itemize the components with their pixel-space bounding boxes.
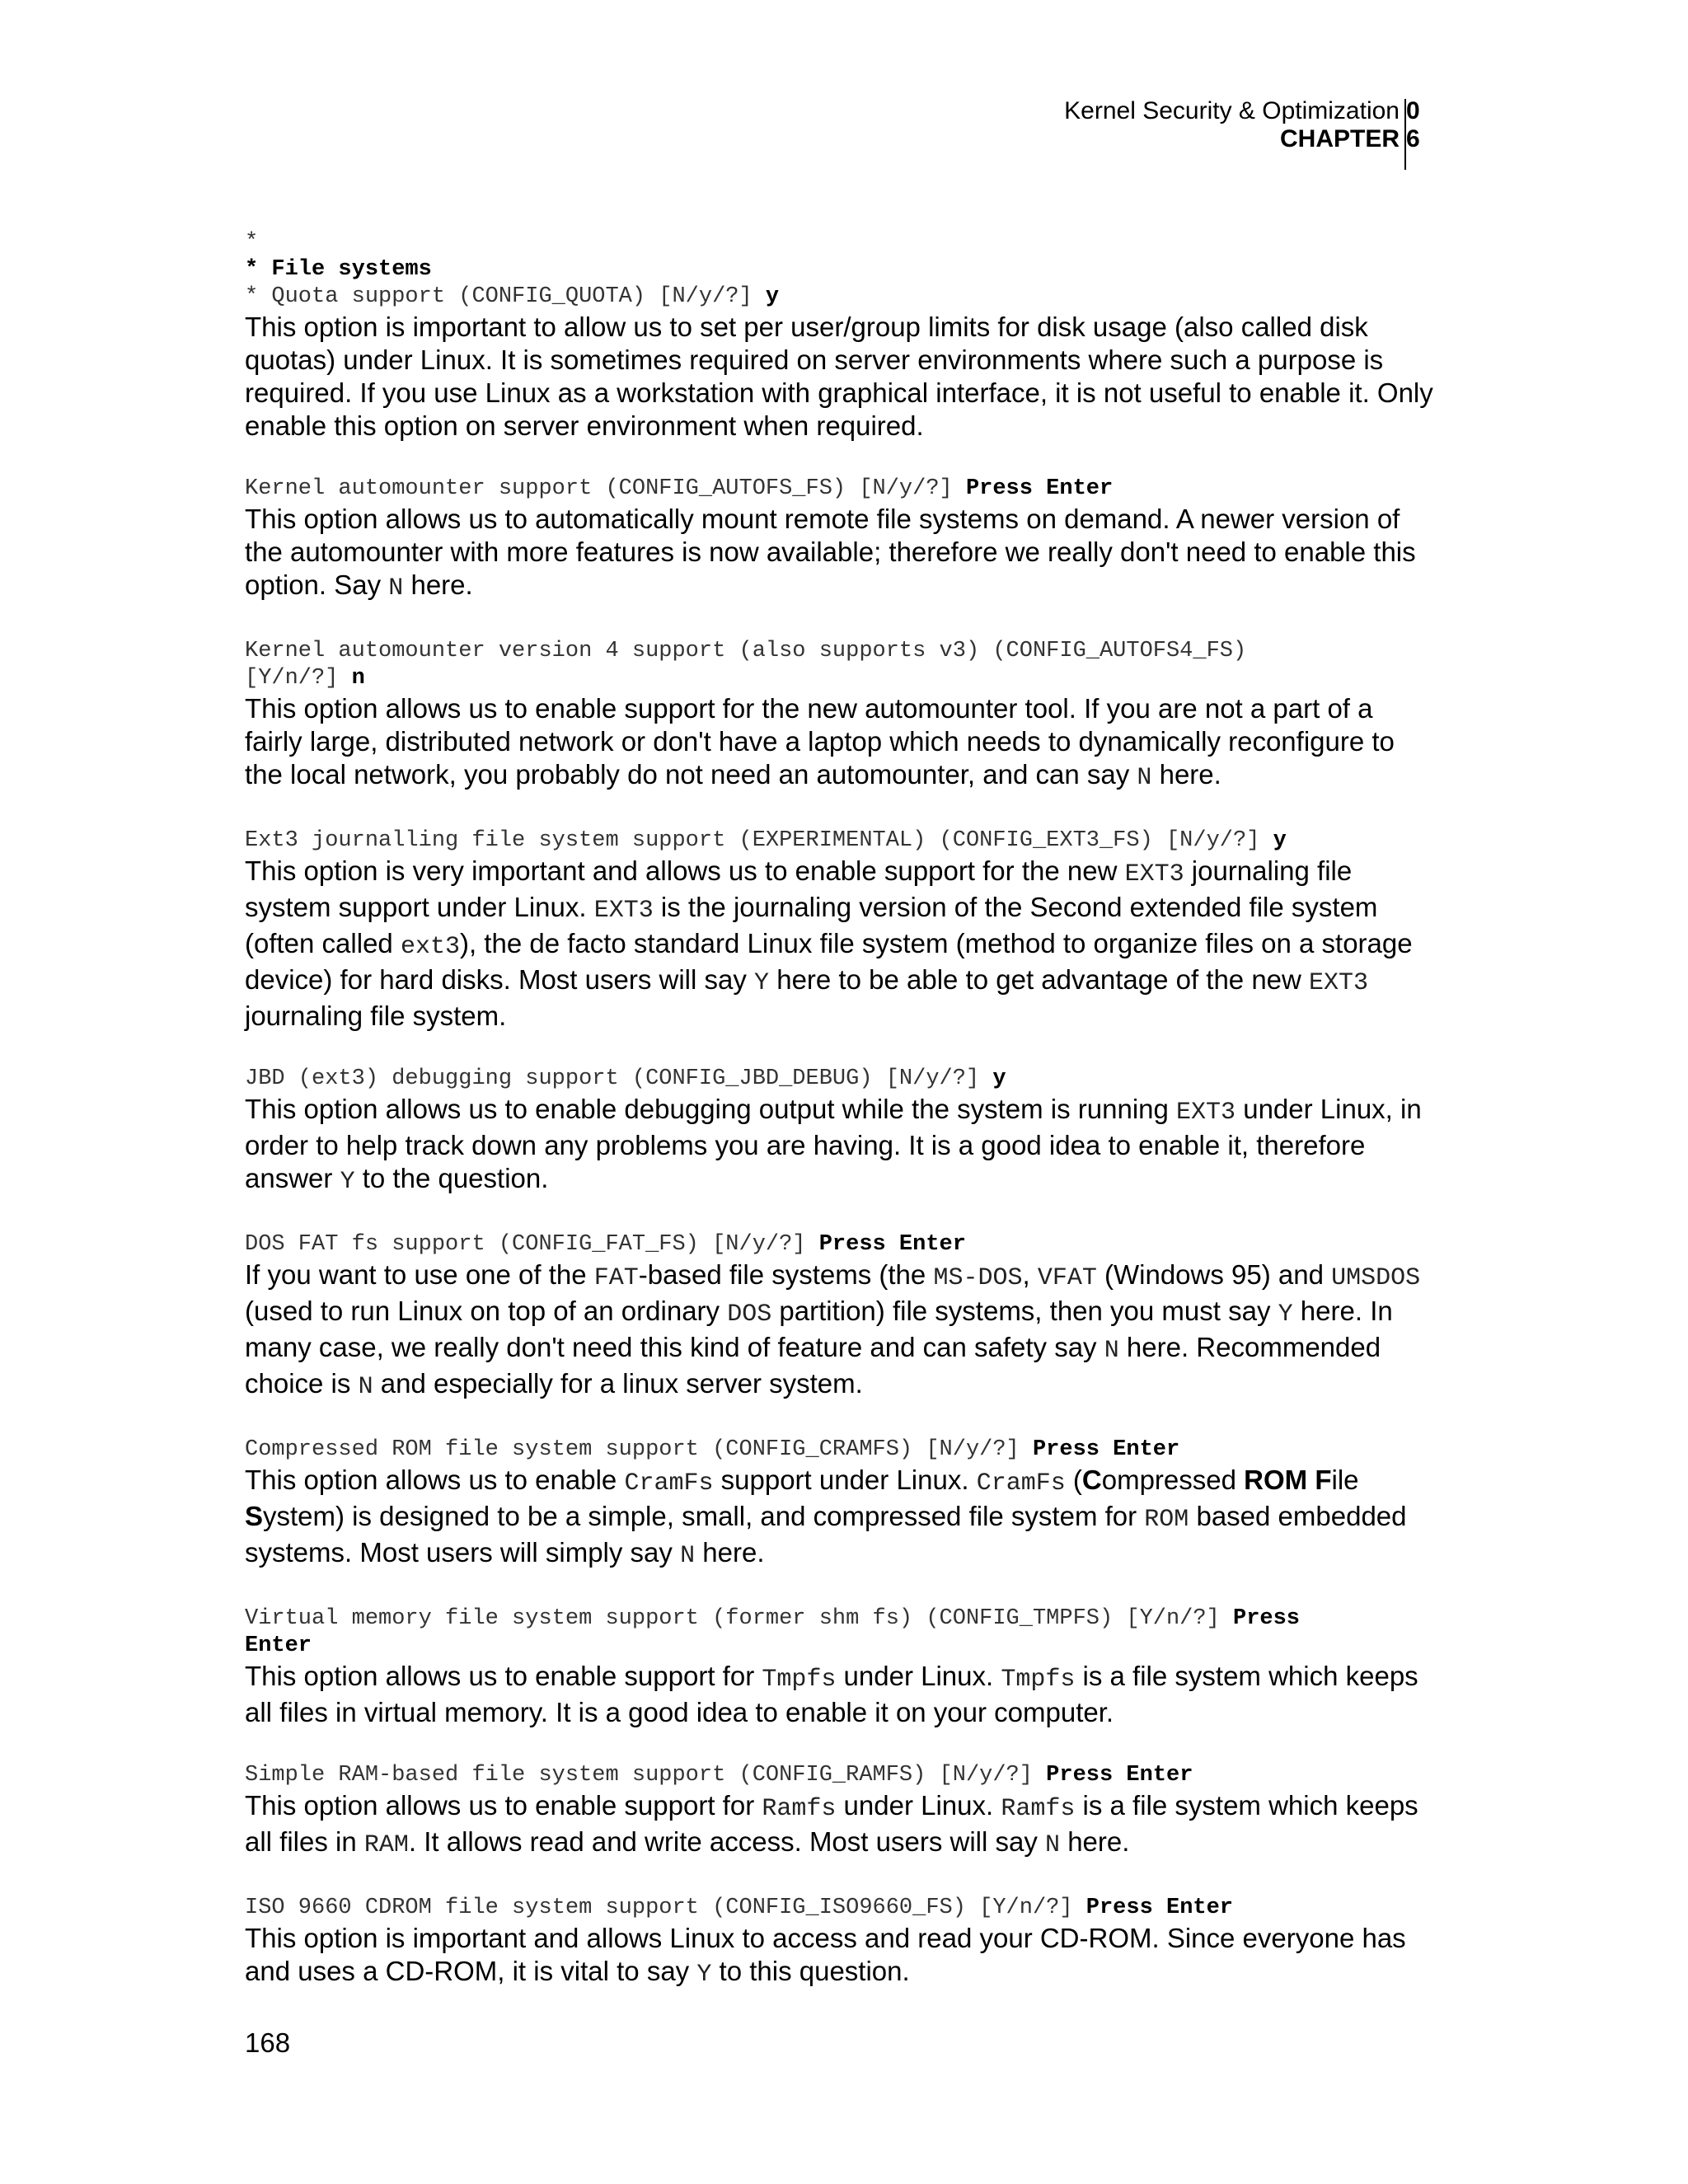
- header-chapter-number: [1406, 97, 1420, 153]
- option-description: [245, 1922, 1436, 1991]
- text-run: This option allows us to enable debugging output while the system is running: [245, 1094, 1177, 1124]
- text-run: (: [1065, 1465, 1082, 1495]
- option-block: [245, 638, 1436, 827]
- text-run: This option allows us to enable: [245, 1465, 625, 1495]
- section-heading: File systems: [271, 257, 432, 282]
- option-description: [245, 1464, 1436, 1572]
- text-run: -based file systems (the: [638, 1259, 934, 1290]
- option-description: [245, 503, 1436, 605]
- text-run: here.: [403, 569, 473, 600]
- inline-code: EXT3: [1176, 1099, 1236, 1127]
- text-run: This option is important to allow us to set per user/group limits for disk usage (also called disk quotas) under Linux. It is sometimes required on server environments where such a purpose is required. If you use Linux as a workstation with graphical interface, it is not useful to enable it. Only enable this option on server environment when required.: [245, 312, 1433, 441]
- inline-code: Tmpfs: [1001, 1666, 1076, 1694]
- spacer: [245, 794, 1436, 827]
- inline-code: Y: [696, 1961, 712, 1989]
- text-run: This option allows us to enable support for the new automounter tool. If you are not a part of a fairly large, distributed network or don't have a laptop which needs to dynamically reconfigure to the local network, you probably do not need an automounter, and can say: [245, 693, 1395, 790]
- text-run: support under Linux.: [713, 1465, 977, 1495]
- page-body: [245, 229, 1436, 1991]
- option-prompt: Virtual memory file system support (former shm fs) (CONFIG_TMPFS) [Y/n/?]: [245, 1606, 1233, 1631]
- text-run: This option is important and allows Linux to access and read your CD-ROM. Since everyone has and uses a CD-ROM, it is vital to say: [245, 1923, 1406, 1986]
- text-run: (used to run Linux on top of an ordinary: [245, 1296, 728, 1326]
- option-description: [245, 855, 1436, 1033]
- option-prompt: Kernel automounter support (CONFIG_AUTOFS_FS) [N/y/?]: [245, 476, 966, 501]
- inline-code: EXT3: [1309, 969, 1369, 997]
- option-answer: n: [351, 666, 365, 691]
- spacer: [245, 1729, 1436, 1762]
- option-prompt-line: [245, 1231, 1436, 1258]
- chapter-digit-1: 0: [1406, 97, 1420, 124]
- inline-code: Y: [340, 1168, 355, 1196]
- bold-text: ROM F: [1244, 1465, 1332, 1495]
- options-list: [245, 284, 1436, 1991]
- inline-code: ROM: [1144, 1506, 1189, 1534]
- spacer: [245, 1033, 1436, 1066]
- spacer: [245, 1198, 1436, 1231]
- page-number: 168: [245, 2027, 291, 2058]
- inline-code: EXT3: [1124, 860, 1184, 888]
- text-run: here to be able to get advantage of the new: [769, 964, 1310, 995]
- inline-code: N: [388, 574, 404, 602]
- inline-code: Ramfs: [762, 1795, 837, 1823]
- option-answer: y: [765, 284, 780, 309]
- option-block: [245, 1066, 1436, 1231]
- text-run: This option allows us to automatically mount remote file systems on demand. A newer version of the automounter with more features is now available; therefore we really don't need to enable this option. Say: [245, 504, 1416, 600]
- page-header: [989, 97, 1418, 171]
- option-prompt: Ext3 journalling file system support (EXPERIMENTAL) (CONFIG_EXT3_FS) [N/y/?]: [245, 828, 1273, 853]
- inline-code: FAT: [593, 1264, 639, 1292]
- text-run: journaling file system.: [245, 1001, 507, 1031]
- option-description: [245, 1258, 1436, 1404]
- option-block: [245, 1895, 1436, 1991]
- option-prompt-line: [245, 1066, 1436, 1093]
- spacer: [245, 605, 1436, 638]
- text-run: to the question.: [354, 1163, 549, 1193]
- option-block: [245, 284, 1436, 476]
- intro-star-line: *: [245, 230, 259, 255]
- inline-code: Ramfs: [1001, 1795, 1076, 1823]
- text-run: here. Recommended choice is: [245, 1332, 1381, 1399]
- text-run: is the journaling version of the Second extended file system (often called: [245, 892, 1378, 958]
- text-run: ile: [1331, 1465, 1359, 1495]
- text-run: is a file system which keeps all files in virtual memory. It is a good idea to enable it on your computer.: [245, 1661, 1418, 1727]
- text-run: This option is very important and allows us to enable support for the new: [245, 855, 1125, 886]
- option-prompt: * Quota support (CONFIG_QUOTA) [N/y/?]: [245, 284, 766, 309]
- text-run: ), the de facto standard Linux file system (method to organize files on a storage device) for hard disks. Most users will say: [245, 928, 1413, 995]
- inline-code: MS-DOS: [933, 1264, 1023, 1292]
- text-run: ,: [1022, 1259, 1038, 1290]
- text-run: under Linux.: [836, 1790, 1001, 1821]
- option-block: [245, 1231, 1436, 1436]
- option-answer: Press Enter: [245, 1606, 1301, 1658]
- option-description: [245, 692, 1436, 794]
- inline-code: UMSDOS: [1331, 1264, 1421, 1292]
- option-description: [245, 311, 1436, 443]
- spacer: [245, 443, 1436, 476]
- inline-code: Y: [754, 969, 770, 997]
- option-answer: y: [992, 1066, 1006, 1091]
- option-block: [245, 1762, 1436, 1895]
- option-answer: Press Enter: [818, 1232, 966, 1257]
- option-answer: y: [1273, 828, 1287, 853]
- bold-text: S: [245, 1501, 264, 1531]
- inline-code: N: [1045, 1831, 1061, 1859]
- inline-code: Y: [1278, 1301, 1293, 1329]
- option-prompt-line: [245, 1605, 1436, 1660]
- inline-code: EXT3: [593, 897, 654, 925]
- text-run: here. In many case, we really don't need this kind of feature and can safety say: [245, 1296, 1393, 1362]
- header-titles: [1064, 97, 1400, 153]
- text-run: ystem) is designed to be a simple, small, and compressed file system for: [263, 1501, 1145, 1531]
- chapter-digit-2: 6: [1406, 125, 1420, 152]
- bold-text: C: [1081, 1465, 1102, 1495]
- option-answer: Press Enter: [965, 476, 1114, 501]
- inline-code: ext3: [400, 933, 460, 961]
- option-prompt: ISO 9660 CDROM file system support (CONFIG_ISO9660_FS) [Y/n/?]: [245, 1896, 1086, 1920]
- option-block: [245, 1605, 1436, 1762]
- option-prompt: Kernel automounter version 4 support (also supports v3) (CONFIG_AUTOFS4_FS) [Y/n/?]: [245, 639, 1247, 691]
- text-run: partition) file systems, then you must say: [771, 1296, 1278, 1326]
- option-block: [245, 476, 1436, 638]
- inline-code: CramFs: [624, 1469, 714, 1497]
- option-prompt: JBD (ext3) debugging support (CONFIG_JBD_DEBUG) [N/y/?]: [245, 1066, 993, 1091]
- inline-code: DOS: [727, 1301, 772, 1329]
- option-prompt-line: [245, 476, 1436, 503]
- text-run: based embedded systems. Most users will simply say: [245, 1501, 1407, 1568]
- text-run: to this question.: [711, 1956, 910, 1986]
- inline-code: Tmpfs: [762, 1666, 837, 1694]
- text-run: here.: [1151, 759, 1221, 790]
- text-run: here.: [1060, 1826, 1130, 1857]
- text-run: journaling file system support under Linux.: [245, 855, 1353, 922]
- option-prompt: Simple RAM-based file system support (CONFIG_RAMFS) [N/y/?]: [245, 1763, 1047, 1788]
- text-run: This option allows us to enable support for: [245, 1790, 762, 1821]
- option-prompt-line: [245, 827, 1436, 855]
- option-prompt: DOS FAT fs support (CONFIG_FAT_FS) [N/y/?]: [245, 1232, 819, 1257]
- spacer: [245, 1862, 1436, 1895]
- section-heading-line: [245, 256, 1436, 284]
- spacer: [245, 1404, 1436, 1436]
- text-run: under Linux, in order to help track down any problems you are having. It is a good idea to enable it, therefore answer: [245, 1094, 1422, 1193]
- option-prompt-line: [245, 284, 1436, 311]
- option-prompt-line: [245, 1895, 1436, 1922]
- option-prompt-line: [245, 638, 1436, 692]
- inline-code: N: [358, 1373, 373, 1401]
- option-prompt: Compressed ROM file system support (CONFIG_CRAMFS) [N/y/?]: [245, 1437, 1033, 1462]
- text-run: If you want to use one of the: [245, 1259, 594, 1290]
- option-answer: Press Enter: [1046, 1763, 1193, 1788]
- text-run: ompressed: [1101, 1465, 1245, 1495]
- option-block: [245, 1436, 1436, 1605]
- inline-code: N: [1104, 1337, 1119, 1365]
- text-run: (Windows 95) and: [1096, 1259, 1332, 1290]
- option-answer: Press Enter: [1032, 1437, 1180, 1462]
- header-book-section: Kernel Security & Optimization: [1064, 97, 1400, 124]
- spacer: [245, 1572, 1436, 1605]
- text-run: This option allows us to enable support for: [245, 1661, 762, 1691]
- text-run: . It allows read and write access. Most users will say: [408, 1826, 1046, 1857]
- text-run: under Linux.: [836, 1661, 1001, 1691]
- inline-code: CramFs: [976, 1469, 1066, 1497]
- inline-code: N: [1137, 764, 1152, 792]
- option-block: [245, 827, 1436, 1066]
- section-heading-prefix: *: [245, 257, 272, 282]
- option-description: [245, 1789, 1436, 1862]
- option-description: [245, 1660, 1436, 1729]
- text-run: here.: [695, 1537, 765, 1568]
- option-answer: Press Enter: [1085, 1896, 1234, 1920]
- option-prompt-line: [245, 1762, 1436, 1789]
- header-chapter-label: CHAPTER: [1279, 125, 1400, 152]
- inline-code: N: [680, 1542, 696, 1570]
- option-description: [245, 1093, 1436, 1198]
- text-run: is a file system which keeps all files in: [245, 1790, 1418, 1857]
- option-prompt-line: [245, 1436, 1436, 1464]
- text-run: and especially for a linux server system.: [373, 1368, 863, 1399]
- inline-code: RAM: [363, 1831, 409, 1859]
- inline-code: VFAT: [1037, 1264, 1097, 1292]
